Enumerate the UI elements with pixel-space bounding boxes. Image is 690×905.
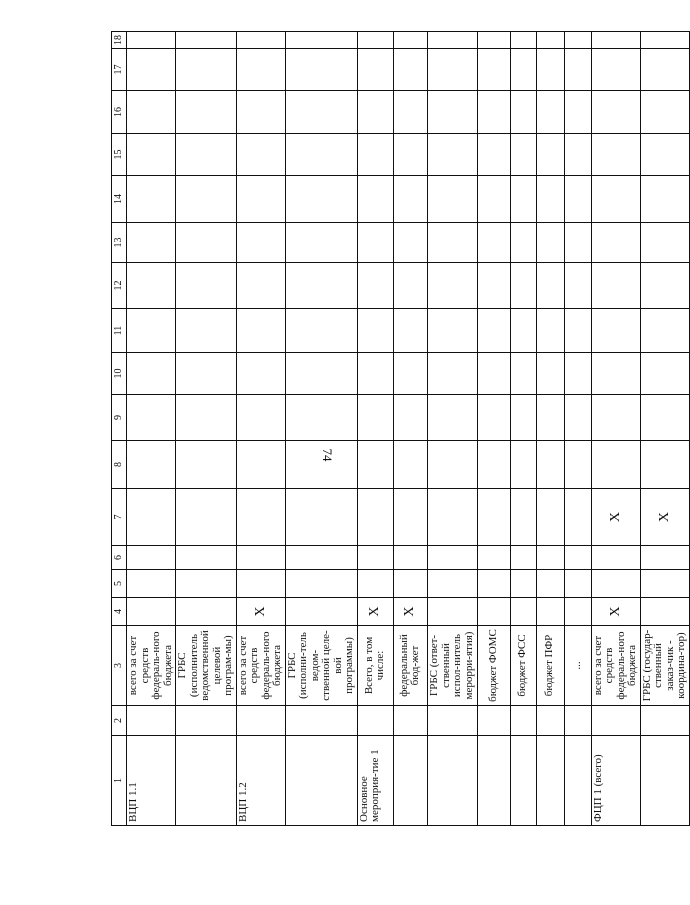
- column-number: 14: [112, 176, 127, 223]
- table-cell: [536, 91, 564, 134]
- table-cell: [564, 309, 591, 353]
- table-cell: [536, 223, 564, 263]
- column-number: 1: [112, 736, 127, 826]
- column-number: 2: [112, 706, 127, 736]
- table-cell: [564, 91, 591, 134]
- table-cell: [640, 32, 689, 49]
- table-cell: [236, 353, 285, 395]
- table-cell: [176, 134, 237, 176]
- column-number: 9: [112, 395, 127, 441]
- table-cell: [536, 706, 564, 736]
- x-mark-cell: [127, 489, 176, 546]
- column-number: 17: [112, 49, 127, 91]
- row-name-cell: [536, 736, 564, 826]
- table-cell: [285, 32, 357, 49]
- table-row: [357, 32, 393, 826]
- table-cell: [176, 441, 237, 489]
- table-cell: [176, 263, 237, 309]
- table-cell: [357, 134, 393, 176]
- table-cell: [176, 32, 237, 49]
- row-name-cell: [510, 736, 536, 826]
- table-cell: [640, 263, 689, 309]
- table-cell: [357, 223, 393, 263]
- table-cell: [510, 353, 536, 395]
- x-mark-cell: [393, 489, 427, 546]
- table-cell: [127, 353, 176, 395]
- table-cell: [640, 134, 689, 176]
- table-cell: [510, 395, 536, 441]
- table-cell: [564, 263, 591, 309]
- table-cell: [536, 32, 564, 49]
- table-cell: [536, 49, 564, 91]
- table-cell: [285, 441, 357, 489]
- table-cell: [357, 706, 393, 736]
- table-cell: [236, 441, 285, 489]
- table-cell: [591, 353, 640, 395]
- x-mark-cell: [477, 489, 510, 546]
- table-cell: [477, 309, 510, 353]
- table-cell: [510, 706, 536, 736]
- table-cell: [236, 395, 285, 441]
- table-cell: [477, 223, 510, 263]
- table-cell: [427, 32, 477, 49]
- x-mark-cell: [510, 598, 536, 626]
- x-mark-cell: X: [640, 489, 689, 546]
- column-number: 5: [112, 570, 127, 598]
- table-cell: [427, 546, 477, 570]
- x-mark-cell: [477, 598, 510, 626]
- row-name-cell: [176, 736, 237, 826]
- table-cell: [591, 441, 640, 489]
- row-source-cell: Всего, в том числе:: [357, 626, 393, 706]
- table-cell: [127, 546, 176, 570]
- x-mark-cell: X: [591, 598, 640, 626]
- table-cell: [510, 176, 536, 223]
- table-cell: [357, 441, 393, 489]
- x-mark-cell: [640, 598, 689, 626]
- table-cell: [236, 706, 285, 736]
- table-cell: [536, 570, 564, 598]
- table-cell: [236, 223, 285, 263]
- table-cell: [427, 309, 477, 353]
- table-cell: [236, 570, 285, 598]
- table-cell: [285, 395, 357, 441]
- table-cell: [536, 263, 564, 309]
- table-cell: [640, 546, 689, 570]
- table-cell: [285, 134, 357, 176]
- table-cell: [127, 32, 176, 49]
- row-source-cell: всего за счет средств федераль-ного бюджета: [127, 626, 176, 706]
- table-cell: [393, 223, 427, 263]
- row-source-cell: бюджет ФСС: [510, 626, 536, 706]
- table-cell: [357, 546, 393, 570]
- table-cell: [427, 91, 477, 134]
- table-cell: [393, 134, 427, 176]
- table-cell: [357, 263, 393, 309]
- table-cell: [393, 32, 427, 49]
- table-cell: [510, 309, 536, 353]
- table-cell: [127, 176, 176, 223]
- table-cell: [127, 134, 176, 176]
- table-cell: [477, 49, 510, 91]
- table-cell: [640, 223, 689, 263]
- column-number: 11: [112, 309, 127, 353]
- table-cell: [176, 570, 237, 598]
- table-cell: [393, 395, 427, 441]
- table-cell: [564, 134, 591, 176]
- table-cell: [427, 263, 477, 309]
- table-cell: [510, 49, 536, 91]
- table-cell: [427, 706, 477, 736]
- table-cell: [591, 546, 640, 570]
- table-cell: [285, 706, 357, 736]
- table-cell: [640, 176, 689, 223]
- table-cell: [236, 134, 285, 176]
- column-number: 18: [112, 32, 127, 49]
- table-row: [477, 32, 510, 826]
- table-cell: [393, 176, 427, 223]
- table-cell: [176, 223, 237, 263]
- x-mark-cell: [285, 598, 357, 626]
- table-cell: [536, 309, 564, 353]
- table-row: [236, 32, 285, 826]
- table-cell: [591, 176, 640, 223]
- table-row: [176, 32, 237, 826]
- table-cell: [564, 176, 591, 223]
- table-cell: [477, 546, 510, 570]
- row-name-cell: ВЦП 1.1: [127, 736, 176, 826]
- x-mark-cell: [127, 598, 176, 626]
- table-cell: [127, 441, 176, 489]
- table-cell: [536, 395, 564, 441]
- table-cell: [427, 353, 477, 395]
- table-cell: [477, 91, 510, 134]
- table-cell: [393, 353, 427, 395]
- x-mark-cell: [510, 489, 536, 546]
- table-cell: [176, 176, 237, 223]
- row-name-cell: [640, 736, 689, 826]
- table-row: [564, 32, 591, 826]
- row-name-cell: [564, 736, 591, 826]
- x-mark-cell: [564, 598, 591, 626]
- table-cell: [176, 395, 237, 441]
- table-cell: [510, 546, 536, 570]
- row-name-cell: ФЦП 1 (всего): [591, 736, 640, 826]
- table-cell: [127, 570, 176, 598]
- table-cell: [477, 706, 510, 736]
- x-mark-cell: [176, 598, 237, 626]
- row-source-cell: ГРБС (исполнитель ведомственной целевой програм-мы): [176, 626, 237, 706]
- budget-table: [111, 31, 690, 826]
- x-mark-cell: [427, 489, 477, 546]
- column-number-row: [112, 32, 127, 826]
- row-source-cell: всего за счет средств федераль-ного бюджета: [236, 626, 285, 706]
- column-number: 13: [112, 223, 127, 263]
- table-row: [285, 32, 357, 826]
- column-number: 3: [112, 626, 127, 706]
- table-cell: [564, 441, 591, 489]
- table-cell: [510, 570, 536, 598]
- column-number: 15: [112, 134, 127, 176]
- table-cell: [564, 223, 591, 263]
- table-cell: [393, 546, 427, 570]
- table-cell: [591, 49, 640, 91]
- x-mark-cell: [536, 598, 564, 626]
- table-cell: [176, 353, 237, 395]
- x-mark-cell: [285, 489, 357, 546]
- table-cell: [285, 49, 357, 91]
- table-body: [112, 32, 690, 826]
- column-number: 16: [112, 91, 127, 134]
- table-cell: [640, 395, 689, 441]
- table-cell: [176, 309, 237, 353]
- x-mark-cell: [176, 489, 237, 546]
- table-cell: [536, 546, 564, 570]
- table-row: [393, 32, 427, 826]
- table-cell: [564, 546, 591, 570]
- table-cell: [393, 706, 427, 736]
- table-cell: [564, 49, 591, 91]
- table-cell: [427, 49, 477, 91]
- table-cell: [176, 706, 237, 736]
- table-cell: [393, 263, 427, 309]
- table-cell: [285, 223, 357, 263]
- table-cell: [285, 263, 357, 309]
- table-cell: [357, 176, 393, 223]
- table-cell: [393, 309, 427, 353]
- table-cell: [427, 134, 477, 176]
- x-mark-cell: X: [236, 598, 285, 626]
- x-mark-cell: [236, 489, 285, 546]
- table-cell: [427, 570, 477, 598]
- table-cell: [236, 49, 285, 91]
- table-cell: [393, 91, 427, 134]
- table-cell: [236, 546, 285, 570]
- table-cell: [393, 441, 427, 489]
- table-cell: [236, 263, 285, 309]
- table-cell: [357, 32, 393, 49]
- table-cell: [127, 49, 176, 91]
- row-name-cell: [427, 736, 477, 826]
- table-cell: [176, 546, 237, 570]
- table-cell: [536, 353, 564, 395]
- column-number: 8: [112, 441, 127, 489]
- table-cell: [477, 441, 510, 489]
- table-cell: [564, 395, 591, 441]
- x-mark-cell: [427, 598, 477, 626]
- table-cell: [510, 263, 536, 309]
- table-cell: [427, 441, 477, 489]
- table-cell: [591, 395, 640, 441]
- table-cell: [357, 395, 393, 441]
- table-cell: [393, 570, 427, 598]
- table-cell: [477, 395, 510, 441]
- table-cell: [591, 134, 640, 176]
- column-number: 12: [112, 263, 127, 309]
- table-cell: [564, 32, 591, 49]
- table-cell: [357, 49, 393, 91]
- table-cell: [640, 570, 689, 598]
- table-cell: [285, 176, 357, 223]
- table-cell: [285, 91, 357, 134]
- table-cell: [477, 176, 510, 223]
- x-mark-cell: [357, 489, 393, 546]
- row-source-cell: ГРБС (государ-ственный заказ-чик - координа-тор): [640, 626, 689, 706]
- page-number: 74: [320, 448, 335, 462]
- x-mark-cell: X: [393, 598, 427, 626]
- x-mark-cell: [536, 489, 564, 546]
- table-cell: [176, 91, 237, 134]
- row-source-cell: всего за счет средств федераль-ного бюджета: [591, 626, 640, 706]
- table-row: [427, 32, 477, 826]
- table-cell: [127, 91, 176, 134]
- table-cell: [510, 223, 536, 263]
- table-row: [127, 32, 176, 826]
- table-cell: [285, 353, 357, 395]
- table-cell: [536, 441, 564, 489]
- table-cell: [127, 263, 176, 309]
- table-cell: [591, 706, 640, 736]
- table-cell: [536, 176, 564, 223]
- table-cell: [236, 91, 285, 134]
- table-cell: [510, 441, 536, 489]
- table-cell: [564, 570, 591, 598]
- table-cell: [357, 309, 393, 353]
- row-source-cell: бюджет ПФР: [536, 626, 564, 706]
- table-row: [591, 32, 640, 826]
- row-source-cell: федеральный бюд-жет: [393, 626, 427, 706]
- table-cell: [591, 263, 640, 309]
- table-cell: [640, 91, 689, 134]
- table-cell: [285, 309, 357, 353]
- column-number: 10: [112, 353, 127, 395]
- table-cell: [640, 706, 689, 736]
- row-source-cell: бюджет ФОМС: [477, 626, 510, 706]
- table-cell: [127, 223, 176, 263]
- row-source-cell: ГРБС (ответ-ственный испол-нитель мероpри-ятия): [427, 626, 477, 706]
- table-cell: [357, 353, 393, 395]
- table-cell: [127, 309, 176, 353]
- x-mark-cell: X: [357, 598, 393, 626]
- row-name-cell: [393, 736, 427, 826]
- table-cell: [236, 309, 285, 353]
- table-cell: [477, 134, 510, 176]
- table-cell: [236, 32, 285, 49]
- table-cell: [591, 91, 640, 134]
- table-cell: [536, 134, 564, 176]
- table-cell: [285, 546, 357, 570]
- row-name-cell: [285, 736, 357, 826]
- table-cell: [510, 32, 536, 49]
- table-cell: [640, 441, 689, 489]
- table-cell: [510, 134, 536, 176]
- budget-table-rotated: [111, 32, 687, 826]
- table-row: [510, 32, 536, 826]
- table-cell: [564, 706, 591, 736]
- x-mark-cell: [564, 489, 591, 546]
- table-cell: [176, 49, 237, 91]
- row-source-cell: ...: [564, 626, 591, 706]
- table-row: [536, 32, 564, 826]
- table-cell: [477, 32, 510, 49]
- row-name-cell: [477, 736, 510, 826]
- table-cell: [427, 395, 477, 441]
- table-cell: [591, 570, 640, 598]
- table-cell: [427, 223, 477, 263]
- table-cell: [640, 353, 689, 395]
- table-cell: [564, 353, 591, 395]
- row-source-cell: ГРБС (исполни-тель ведом-ственной целе-вой программы): [285, 626, 357, 706]
- table-cell: [477, 263, 510, 309]
- table-cell: [640, 309, 689, 353]
- row-name-cell: Основное мероприя-тие 1: [357, 736, 393, 826]
- table-cell: [477, 570, 510, 598]
- table-cell: [236, 176, 285, 223]
- column-number: 6: [112, 546, 127, 570]
- table-row: [640, 32, 689, 826]
- table-cell: [591, 32, 640, 49]
- table-cell: [127, 395, 176, 441]
- x-mark-cell: X: [591, 489, 640, 546]
- table-cell: [591, 309, 640, 353]
- table-cell: [510, 91, 536, 134]
- row-name-cell: ВЦП 1.2: [236, 736, 285, 826]
- table-cell: [393, 49, 427, 91]
- table-cell: [427, 176, 477, 223]
- column-number: 4: [112, 598, 127, 626]
- table-cell: [591, 223, 640, 263]
- table-cell: [357, 91, 393, 134]
- table-cell: [640, 49, 689, 91]
- table-cell: [285, 570, 357, 598]
- column-number: 7: [112, 489, 127, 546]
- table-cell: [357, 570, 393, 598]
- table-cell: [127, 706, 176, 736]
- table-cell: [477, 353, 510, 395]
